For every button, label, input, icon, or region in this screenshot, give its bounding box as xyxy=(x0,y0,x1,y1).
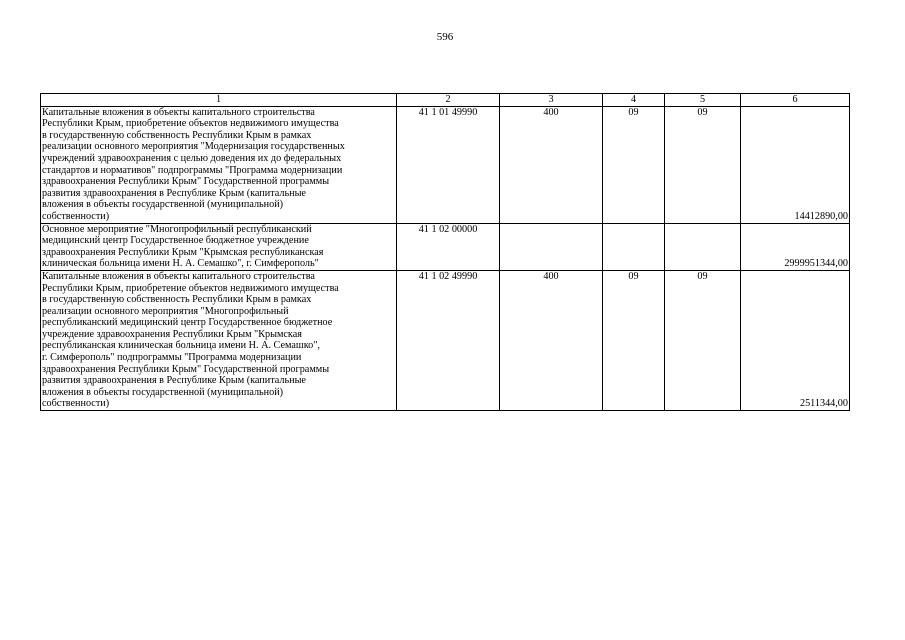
expense-type-cell: 400 xyxy=(500,106,603,223)
description-line: здравоохранения Республики Крым" Государственной программы xyxy=(42,176,330,188)
subsection-cell xyxy=(665,223,741,270)
section-cell: 09 xyxy=(603,106,665,223)
description-line: реализации основного мероприятия "Модернизация государственных xyxy=(42,141,345,153)
description-line: вложения в объекты государственной (муниципальной) xyxy=(42,386,284,398)
amount-cell: 14412890,00 xyxy=(741,106,850,223)
page-number: 596 xyxy=(436,31,454,43)
section-cell xyxy=(603,223,665,270)
description-line: Основное мероприятие "Многопрофильный республиканский xyxy=(42,223,312,235)
section-cell: 09 xyxy=(603,270,665,410)
description-line: Капитальные вложения в объекты капитального строительства xyxy=(42,270,315,282)
description-line: здравоохранения Республики Крым" Государственной программы xyxy=(42,363,330,375)
table-header-row xyxy=(41,94,850,107)
budget-table xyxy=(40,93,850,411)
description-line: реализации основного мероприятия "Многопрофильный xyxy=(42,305,289,317)
subsection-cell: 09 xyxy=(665,270,741,410)
description-line: в государственную собственность Республики Крым в рамках xyxy=(42,294,312,306)
amount-cell: 2511344,00 xyxy=(741,270,850,410)
expense-type-cell: 400 xyxy=(500,270,603,410)
description-line: стандартов и нормативов" подпрограммы "Программа модернизации xyxy=(42,164,343,176)
code-cell: 41 1 02 00000 xyxy=(397,223,500,270)
description-line: вложения в объекты государственной (муниципальной) xyxy=(42,199,284,211)
expense-type-cell xyxy=(500,223,603,270)
description-line: Республики Крым, приобретение объектов недвижимого имущества xyxy=(42,282,339,294)
header-cell: 2 xyxy=(397,94,500,107)
code-cell: 41 1 01 49990 xyxy=(397,106,500,223)
header-cell: 4 xyxy=(603,94,665,107)
description-cell xyxy=(41,223,397,270)
description-line: в государственную собственность Республики Крым в рамках xyxy=(42,129,312,141)
table-row xyxy=(41,270,850,410)
description-line: клиническая больница имени Н. А. Семашко", г. Симферополь" xyxy=(42,258,319,270)
description-line: Капитальные вложения в объекты капитального строительства xyxy=(42,106,315,118)
description-line: здравоохранения Республики Крым "Крымская республиканская xyxy=(42,246,324,258)
description-line: медицинский центр Государственное бюджетное учреждение xyxy=(42,235,309,247)
description-line: республиканская клиническая больница имени Н. А. Семашко", xyxy=(42,340,320,352)
header-cell: 5 xyxy=(665,94,741,107)
description-cell xyxy=(41,270,397,410)
description-line: собственности) xyxy=(42,398,110,410)
header-cell: 1 xyxy=(41,94,397,107)
description-line: развития здравоохранения в Республике Крым (капитальные xyxy=(42,375,306,387)
header-cell: 6 xyxy=(741,94,850,107)
description-line: развития здравоохранения в Республике Крым (капитальные xyxy=(42,187,306,199)
description-line: собственности) xyxy=(42,210,110,222)
description-line: г. Симферополь" подпрограммы "Программа модернизации xyxy=(42,352,302,364)
description-line: Республики Крым, приобретение объектов недвижимого имущества xyxy=(42,118,339,130)
table-row xyxy=(41,223,850,270)
description-cell xyxy=(41,106,397,223)
header-cell: 3 xyxy=(500,94,603,107)
code-cell: 41 1 02 49990 xyxy=(397,270,500,410)
subsection-cell: 09 xyxy=(665,106,741,223)
table-row xyxy=(41,106,850,223)
description-line: республиканский медицинский центр Государственное бюджетное xyxy=(42,317,333,329)
description-line: учреждений здравоохранения с целью доведения их до федеральных xyxy=(42,152,342,164)
amount-cell: 2999951344,00 xyxy=(741,223,850,270)
description-line: учреждение здравоохранения Республики Крым "Крымская xyxy=(42,328,302,340)
